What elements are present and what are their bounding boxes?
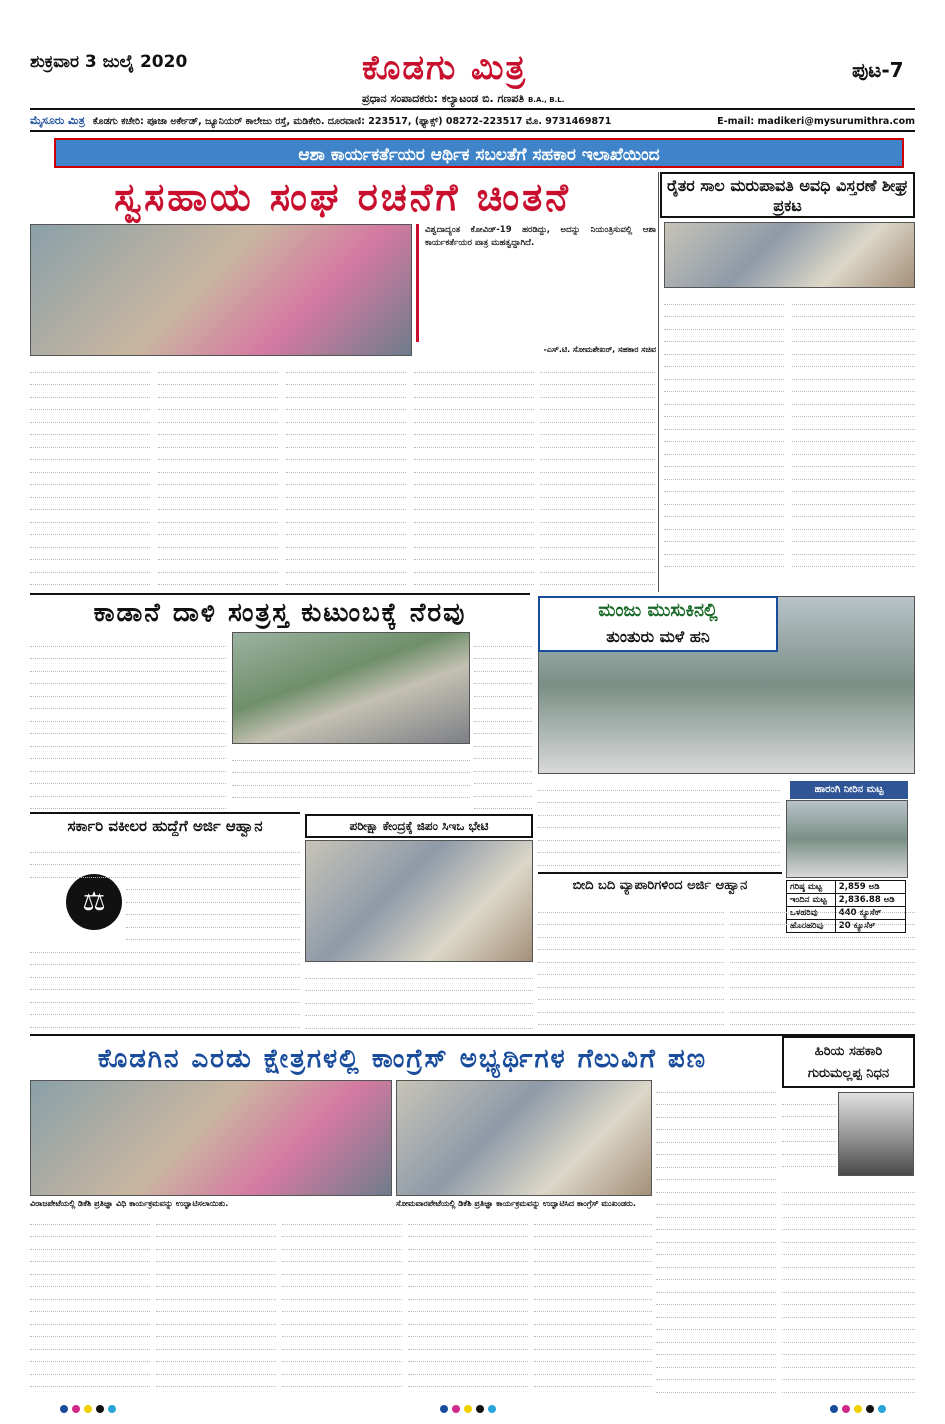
- congress-body-col-3: [282, 1212, 402, 1397]
- newspaper-title: ಕೊಡಗು ಮಿತ್ರ: [362, 48, 528, 88]
- obituary-body-cont: [782, 1180, 915, 1397]
- dam-row: ಇಂದಿನ ಮಟ್ಟ 2,836.88 ಅಡಿ: [787, 894, 906, 907]
- congress-headline: ಕೊಡಗಿನ ಎರಡು ಕ್ಷೇತ್ರಗಳಲ್ಲಿ ಕಾಂಗ್ರೆಸ್ ಅಭ್ಯರ್ಥಿಗಳ ಗೆಲುವಿಗೆ ಪಣ: [97, 1044, 708, 1074]
- congress-body-col-6: [656, 1080, 776, 1397]
- lead-headline: ಸ್ವಸಹಾಯ ಸಂಘ ರಚನೆಗೆ ಚಿಂತನೆ: [114, 175, 571, 219]
- dam-level-title: ಹಾರಂಗಿ ನೀರಿನ ಮಟ್ಟ: [790, 781, 908, 799]
- elephant-headline: ಕಾಡಾನೆ ದಾಳಿ ಸಂತ್ರಸ್ತ ಕುಟುಂಬಕ್ಕೆ ನೆರವು: [93, 598, 467, 628]
- contact-bar: [30, 112, 915, 132]
- lawyer-headline: ಸರ್ಕಾರಿ ವಕೀಲರ ಹುದ್ದೆಗೆ ಅರ್ಜಿ ಆಹ್ವಾನ: [67, 817, 263, 835]
- lead-quote-text: ವಿಶ್ವದಾದ್ಯಂತ ಕೋವಿಡ್-19 ಹರಡಿದ್ದು, ಅದನ್ನು ನಿಯಂತ್ರಿಸುವಲ್ಲಿ ಆಶಾ ಕಾರ್ಯಕರ್ತೆಯರ ಪಾತ್ರ ಮಹತ್ವದ್ದಾಗಿದೆ.: [425, 225, 656, 248]
- contact-email: E-mail: madikeri@mysurumithra.com: [717, 115, 915, 127]
- congress-body-col-2: [156, 1212, 276, 1397]
- law-emblem-icon: ⚖: [66, 874, 122, 930]
- sidebar-body-col-2: [792, 292, 915, 570]
- elephant-body-col-2: [474, 634, 532, 809]
- congress-photo-left: [30, 1080, 392, 1196]
- fog-headline-line-2: ತುಂತುರು ಮಳೆ ಹನಿ: [606, 627, 710, 646]
- dam-row: ಹೊರಹರಿವು 20 ಕ್ಯೂಸೆಕ್: [787, 920, 906, 933]
- lead-photo: [30, 224, 412, 356]
- dam-row: ಒಳಹರಿವು 440 ಕ್ಯೂಸೆಕ್: [787, 907, 906, 920]
- issue-date: ಶುಕ್ರವಾರ 3 ಜುಲೈ 2020: [30, 52, 188, 72]
- sidebar-headline: ರೈತರ ಸಾಲ ಮರುಪಾವತಿ ಅವಧಿ ವಿಸ್ತರಣೆ ಶೀಘ್ರ ಪ್ರಕಟ: [660, 172, 915, 218]
- obituary-headline-box: [782, 1036, 915, 1088]
- lead-kicker-banner: ಆಶಾ ಕಾರ್ಯಕರ್ತೆಯರ ಆರ್ಥಿಕ ಸಬಲತೆಗೆ ಸಹಕಾರ ಇಲಾಖೆಯಿಂದ: [54, 138, 904, 168]
- exam-headline: ಪರೀಕ್ಷಾ ಕೇಂದ್ರಕ್ಕೆ ಜಿಪಂ ಸಿಇಒ ಭೇಟಿ: [305, 814, 533, 838]
- congress-body-col-1: [30, 1212, 150, 1397]
- print-registration-marks: [830, 1405, 890, 1416]
- masthead-rule: [30, 108, 915, 110]
- obituary-body: [782, 1092, 836, 1176]
- chief-editor-degree: B.A., B.L.: [527, 96, 565, 104]
- congress-body-col-4: [408, 1212, 528, 1397]
- chief-editor: [362, 92, 564, 106]
- obituary-headline-line-1: ಹಿರಿಯ ಸಹಕಾರಿ: [814, 1044, 883, 1059]
- congress-body-col-5: [534, 1212, 652, 1397]
- elephant-body-col-1: [30, 634, 226, 809]
- vendor-headline: ಬೀದಿ ಬದಿ ವ್ಯಾಪಾರಿಗಳಿಂದ ಅರ್ಜಿ ಆಹ್ವಾನ: [572, 878, 748, 893]
- sister-brand: ಮೈಸೂರು ಮಿತ್ರ: [30, 114, 85, 127]
- page-number: ಪುಟ-7: [852, 58, 904, 82]
- lead-quote-box: [416, 224, 656, 342]
- print-registration-marks: [440, 1405, 500, 1416]
- lead-body-col-3: [286, 360, 406, 590]
- chief-editor-name: ಪ್ರಧಾನ ಸಂಪಾದಕರು: ಕಲ್ಯಾಟಂಡ ಬಿ. ಗಣಪತಿ: [362, 92, 525, 105]
- obituary-portrait: [838, 1092, 914, 1176]
- print-registration-marks: [60, 1405, 120, 1416]
- sidebar-photo: [664, 222, 915, 288]
- fog-headline-line-1: ಮಂಜು ಮುಸುಕಿನಲ್ಲಿ: [598, 600, 718, 621]
- congress-photo-right: [396, 1080, 652, 1196]
- elephant-body-col-3: [232, 748, 470, 808]
- office-address: ಕೊಡಗು ಕಚೇರಿ: ಪೂಜಾ ಅರ್ಕೇಡ್, ಜ್ಯೂನಿಯರ್ ಕಾಲೇಜು ರಸ್ತೆ, ಮಡಿಕೇರಿ. ದೂರವಾಣಿ: 223517, (ಫ್ಯಾಕ್ಸ್) 08272-223517 ಮೊ. 9731469871: [92, 115, 612, 127]
- congress-caption-left: ವಿರಾಜಪೇಟೆಯಲ್ಲಿ ಡಿಕೆಶಿ ಪ್ರತಿಜ್ಞಾ ವಿಧಿ ಕಾರ್ಯಕ್ರಮವನ್ನು ಉದ್ಘಾಟಿಸಲಾಯಿತು.: [30, 1199, 229, 1208]
- lead-byline: -ಎಸ್.ಟಿ. ಸೋಮಶೇಖರ್, ಸಹಕಾರ ಸಚಿವ: [543, 345, 656, 354]
- exam-photo: [305, 840, 533, 962]
- elephant-photo: [232, 632, 470, 744]
- vendor-body-col-1: [538, 900, 724, 1030]
- lead-body-col-5: [540, 360, 655, 590]
- column-divider: [658, 172, 659, 592]
- lead-body-col-2: [158, 360, 278, 590]
- lead-body-col-1: [30, 360, 150, 590]
- fog-headline-box: [538, 596, 778, 652]
- dam-row: ಗರಿಷ್ಠ ಮಟ್ಟ 2,859 ಅಡಿ: [787, 881, 906, 894]
- dam-photo: [786, 800, 908, 878]
- lawyer-body: [30, 840, 300, 1030]
- sidebar-body-col-1: [664, 292, 784, 570]
- vendor-body-col-2: [730, 900, 915, 1030]
- section-rule: [30, 593, 530, 595]
- exam-body: [305, 966, 533, 1030]
- fog-body: [538, 778, 780, 870]
- obituary-headline-line-2: ಗುರುಮಲ್ಲಪ್ಪ ನಿಧನ: [807, 1066, 890, 1081]
- congress-caption-right: ಸೋಮವಾರಪೇಟೆಯಲ್ಲಿ ಡಿಕೆಶಿ ಪ್ರತಿಜ್ಞಾ ಕಾರ್ಯಕ್ರಮವನ್ನು ಉದ್ಘಾಟಿಸಿದ ಕಾಂಗ್ರೆಸ್ ಮುಖಂಡರು.: [396, 1199, 636, 1208]
- lead-body-col-4: [414, 360, 534, 590]
